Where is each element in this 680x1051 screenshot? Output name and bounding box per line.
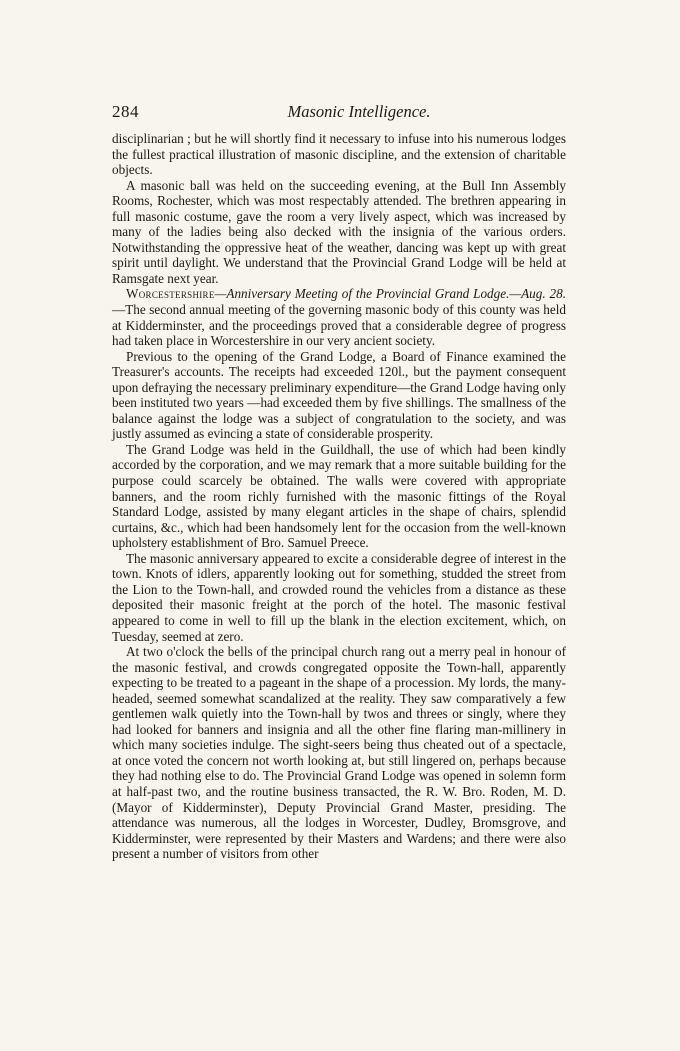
section-heading-meeting: —Anniversary Meeting of the Provincial Grand Lodge.—Aug. 28.: [214, 286, 566, 302]
running-title: Masonic Intelligence.: [287, 102, 431, 121]
paragraph-guildhall: The Grand Lodge was held in the Guildhall, the use of which had been kindly accorded by the corporation, and we may remark that a more suitable building for the purpose could scarcely be obtained. The walls were covered with appropriate banners, and the room richly furnished with the masonic fittings of the Royal Standard Lodge, assisted by many elegant articles in the shape of chairs, splendid curtains, &c., which had been handsomely lent for the occasion from the well-known upholstery establishment of Bro. Samuel Preece.: [112, 441, 566, 551]
paragraph-continuation: disciplinarian ; but he will shortly find it necessary to infuse into his numerous lodges the fullest practical illustration of masonic discipline, and the extension of charitable objects.: [112, 131, 566, 178]
article-body: [112, 131, 566, 862]
paragraph-masonic-ball: A masonic ball was held on the succeeding evening, at the Bull Inn Assembly Rooms, Rochester, which was most respectably attended. The brethren appearing in full masonic costume, gave the room a very lively aspect, which was increased by many of the ladies being also decked with the insignia of the various orders. Notwithstanding the oppressive heat of the weather, dancing was kept up with great spirit until daylight. We understand that the Provincial Grand Lodge will be held at Ramsgate next year.: [112, 177, 566, 286]
paragraph-board-of-finance: Previous to the opening of the Grand Lodge, a Board of Finance examined the Treasurer's accounts. The receipts had exceeded 120l., but the payment consequent upon defraying the necessary preliminary expenditure—the Grand Lodge having only been instituted two years —had exceeded them by five shillings. The smallness of the balance against the lodge was a subject of congratulation to the society, and was justly assumed as evincing a state of considerable prosperity.: [112, 348, 566, 442]
section-heading-county: Worcestershire: [126, 286, 215, 302]
paragraph-worcestershire: [112, 286, 566, 348]
page-header: [112, 102, 566, 124]
paragraph-church-bells: At two o'clock the bells of the principal church rang out a merry peal in honour of the masonic festival, and crowds congregated opposite the Town-hall, apparently expecting to be treated to a pageant in the shape of a procession. My lords, the many-headed, seemed somewhat scandalized at the reality. They saw comparatively a few gentlemen walk quietly into the Town-hall by twos and threes or singly, where they had looked for banners and insignia and all the other fine flaring man-millinery in which many societies indulge. The sight-seers being thus cheated out of a spectacle, at once voted the concern not worth looking at, but still lingered on, perhaps because they had nothing else to do. The Provincial Grand Lodge was opened in solemn form at half-past two, and the routine business transacted, the R. W. Bro. Roden, M. D. (Mayor of Kidderminster), Deputy Provincial Grand Master, presiding. The attendance was numerous, all the lodges in Worcester, Dudley, Bromsgrove, and Kidderminster, were represented by their Masters and Wardens; and there were also present a number of visitors from other: [112, 644, 566, 862]
page-number: 284: [112, 102, 139, 121]
paragraph-town-interest: The masonic anniversary appeared to excite a considerable degree of interest in the town. Knots of idlers, apparently looking out for something, studded the street from the Lion to the Town-hall, and crowded round the vehicles from a distance as these deposited their masonic freight at the porch of the hotel. The masonic festival appeared to come in well to fill up the blank in the election excitement, which, on Tuesday, seemed at zero.: [112, 550, 566, 644]
paragraph-worcestershire-text: —The second annual meeting of the governing masonic body of this county was held at Kidderminster, and the proceedings proved that a considerable degree of progress had taken place in Worcestershire in our very ancient society.: [112, 302, 566, 349]
